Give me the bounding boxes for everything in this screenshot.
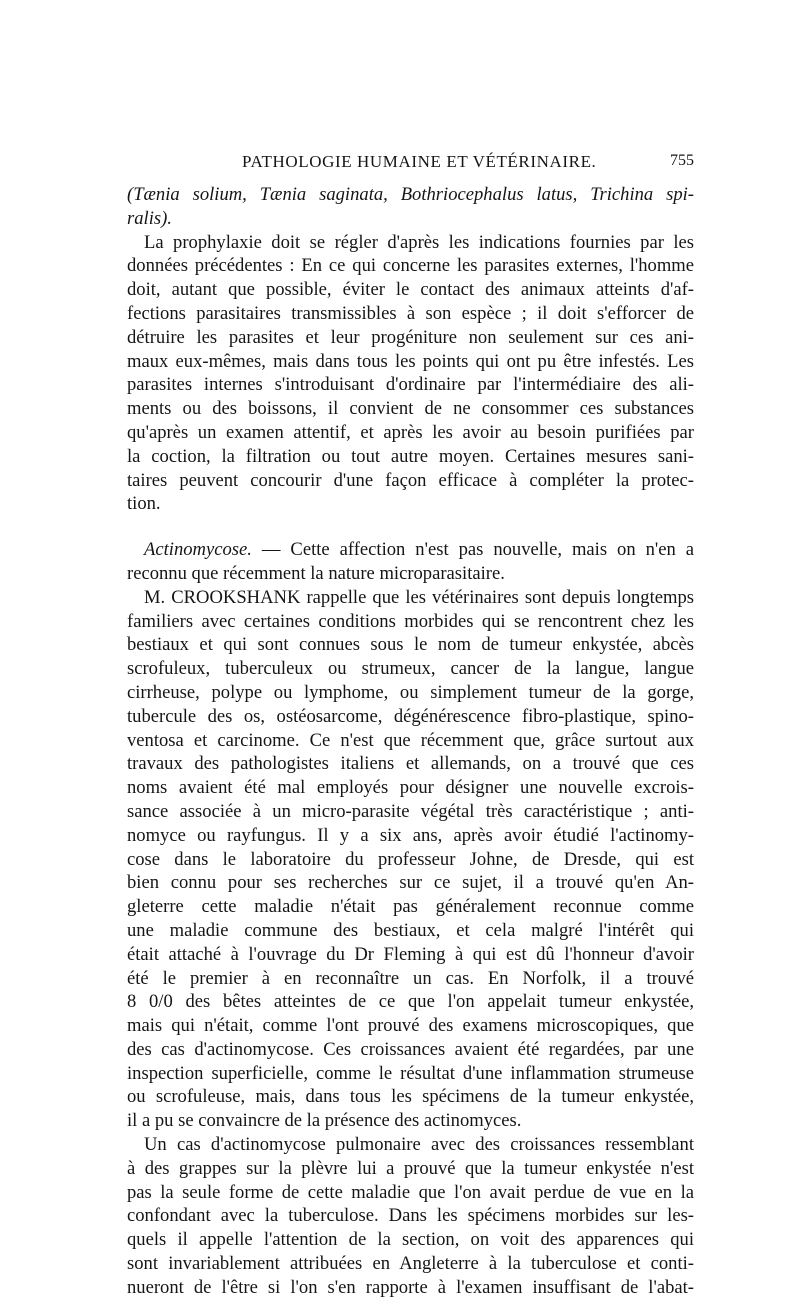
text-line: sance associée à un micro-parasite végétal très caractéristique ; anti- [127, 800, 694, 822]
text-line: Actinomycose. — Cette affection n'est pas nouvelle, mais on n'en a [144, 539, 694, 561]
text-line: gleterre cette maladie n'était pas généralement reconnue comme [127, 896, 694, 918]
text-line: maux eux-mêmes, mais dans tous les points qui ont pu être infestés. Les [127, 350, 694, 372]
text-line: était attaché à l'ouvrage du Dr Fleming à qui est dû l'honneur d'avoir [127, 943, 694, 965]
text-line: parasites internes s'introduisant d'ordinaire par l'intermédiaire des ali- [127, 374, 694, 396]
text-line: Un cas d'actinomycose pulmonaire avec des croissances ressemblant [144, 1134, 694, 1156]
text-line: cose dans le laboratoire du professeur Johne, de Dresde, qui est [127, 848, 694, 870]
text-line: qu'après un examen attentif, et après les avoir au besoin purifiées par [127, 421, 694, 443]
paragraph-actinomycose [127, 538, 694, 586]
paragraph-taenia [127, 183, 694, 231]
text-line: des cas d'actinomycose. Ces croissances avaient été regardées, par une [127, 1038, 694, 1060]
text-line: il a pu se convaincre de la présence des actinomyces. [127, 1110, 522, 1132]
text-line: ralis). [127, 207, 172, 229]
text-line: mais qui n'était, comme l'ont prouvé des examens microscopiques, que [127, 1015, 694, 1037]
text-line: bestiaux et qui sont connues sous le nom de tumeur enkystée, abcès [127, 634, 694, 656]
paragraph-prophylaxie [127, 231, 694, 517]
text-line: noms avaient été mal employés pour désigner une nouvelle excrois- [127, 777, 694, 799]
text-line: nomyce ou rayfungus. Il y a six ans, après avoir étudié l'actinomy- [127, 824, 694, 846]
text-line: sont invariablement attribuées en Angleterre à la tuberculose et conti- [127, 1253, 694, 1275]
text-line: reconnu que récemment la nature microparasitaire. [127, 562, 505, 584]
text-line: doit, autant que possible, éviter le contact des animaux atteints d'af- [127, 279, 694, 301]
paragraph-gap [127, 516, 694, 538]
text-line: la coction, la filtration ou tout autre moyen. Certaines mesures sani- [127, 445, 694, 467]
text-line: 8 0/0 des bêtes atteintes de ce que l'on appelait tumeur enkystée, [127, 991, 694, 1013]
text-line: familiers avec certaines conditions morbides qui se rencontrent chez les [127, 610, 694, 632]
text-line: ventosa et carcinome. Ce n'est que récemment que, grâce surtout aux [127, 729, 694, 751]
text-line: bien connu pour ses recherches sur ce sujet, il a trouvé qu'en An- [127, 872, 694, 894]
text-line: quels il appelle l'attention de la section, on voit des apparences qui [127, 1229, 694, 1251]
text-line: ou scrofuleuse, mais, dans tous les spécimens de la tumeur enkystée, [127, 1086, 694, 1108]
page-number: 755 [670, 152, 694, 169]
text-line: travaux des pathologistes italiens et allemands, on a trouvé que ces [127, 753, 694, 775]
running-head: PATHOLOGIE HUMAINE ET VÉTÉRINAIRE. [242, 152, 597, 171]
body-text [127, 183, 694, 1300]
paragraph-pulmonaire [127, 1133, 694, 1300]
text-line: cirrheuse, polype ou lymphome, ou simplement tumeur de la gorge, [127, 681, 694, 703]
text-line: tubercule des os, ostéosarcome, dégénérescence fibro-plastique, spino- [127, 705, 694, 727]
text-line: confondant avec la tuberculose. Dans les spécimens morbides sur les- [127, 1205, 694, 1227]
text-line: La prophylaxie doit se régler d'après les indications fournies par les [144, 231, 694, 253]
text-line: nueront de l'être si l'on s'en rapporte à l'examen insuffisant de l'abat- [127, 1276, 694, 1298]
paragraph-crookshank [127, 586, 694, 1133]
text-line: pas la seule forme de cette maladie que l'on avait perdue de vue en la [127, 1181, 694, 1203]
text-line: tion. [127, 493, 161, 515]
text-line: (Tænia solium, Tænia saginata, Bothriocephalus latus, Trichina spi- [127, 184, 694, 205]
text-line: à des grappes sur la plèvre lui a prouvé que la tumeur enkystée n'est [127, 1157, 694, 1179]
text-line: taires peuvent concourir d'une façon efficace à compléter la protec- [127, 469, 694, 491]
section-heading: Actinomycose. [144, 539, 252, 561]
text-line: inspection superficielle, comme le résultat d'une inflammation strumeuse [127, 1062, 694, 1084]
text-line: M. CROOKSHANK rappelle que les vétérinaires sont depuis longtemps [144, 586, 694, 608]
text-line: fections parasitaires transmissibles à son espèce ; il doit s'efforcer de [127, 302, 694, 324]
text-line: détruire les parasites et leur progéniture non seulement sur ces ani- [127, 326, 694, 348]
text-line: ments ou des boissons, il convient de ne consommer ces substances [127, 398, 694, 420]
text-line: été le premier à en reconnaître un cas. En Norfolk, il a trouvé [127, 967, 694, 989]
text-line: données précédentes : En ce qui concerne les parasites externes, l'homme [127, 255, 694, 277]
text-line: scrofuleux, tuberculeux ou strumeux, cancer de la langue, langue [127, 658, 694, 680]
page-header [128, 152, 694, 176]
text-line: une maladie commune des bestiaux, et cela malgré l'intérêt qui [127, 919, 694, 941]
